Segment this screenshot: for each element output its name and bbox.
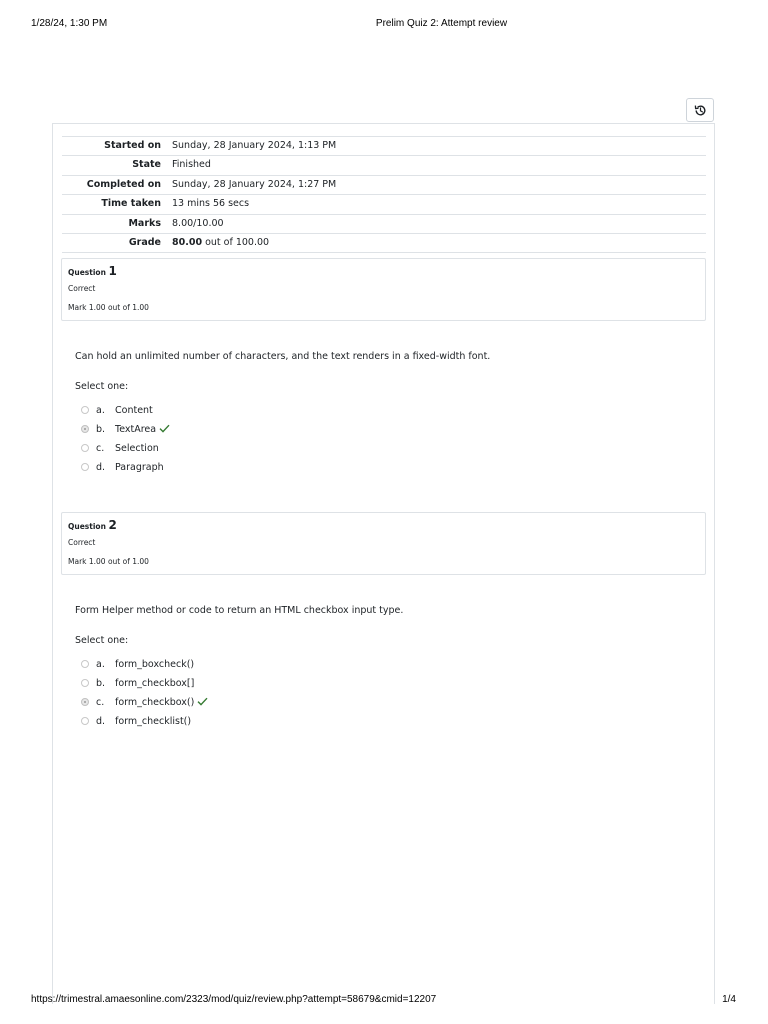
- answer-letter: c.: [96, 697, 105, 708]
- answer-option[interactable]: [81, 716, 381, 732]
- answer-text-wrapper: [115, 697, 208, 708]
- summary-row-started: [62, 136, 706, 155]
- summary-label: Time taken: [101, 198, 161, 210]
- summary-value: Sunday, 28 January 2024, 1:13 PM: [172, 140, 337, 151]
- answer-letter: a.: [96, 405, 105, 416]
- answer-text-wrapper: [115, 424, 170, 435]
- question-2-prompt: Select one:: [75, 635, 129, 646]
- summary-label: Grade: [128, 236, 161, 248]
- radio-button[interactable]: [81, 660, 89, 668]
- summary-label: Started on: [104, 140, 161, 151]
- question-1-content: [75, 351, 695, 481]
- answer-option[interactable]: [81, 659, 381, 675]
- answer-text: form_checkbox[]: [115, 678, 195, 689]
- answer-text: Paragraph: [115, 462, 164, 473]
- print-datetime: 1/28/24, 1:30 PM: [31, 18, 108, 29]
- summary-row-completed: [62, 175, 706, 194]
- print-page-number: 1/4: [722, 994, 736, 1005]
- question-2-title: [68, 518, 117, 532]
- summary-label: Marks: [128, 217, 161, 229]
- question-label: Question: [68, 268, 106, 277]
- correct-check-icon: [197, 697, 208, 706]
- radio-button-checked[interactable]: [81, 698, 89, 706]
- question-1-state: Correct: [68, 284, 96, 293]
- answer-text: form_checkbox(): [115, 697, 195, 708]
- attempt-summary-table: [62, 136, 706, 253]
- answer-letter: d.: [96, 462, 106, 473]
- history-icon: [694, 104, 707, 117]
- print-header: [0, 18, 768, 32]
- radio-button[interactable]: [81, 444, 89, 452]
- answer-text: Selection: [115, 443, 159, 454]
- answer-letter: a.: [96, 659, 105, 670]
- correct-check-icon: [159, 424, 170, 433]
- question-2-text: Form Helper method or code to return an HTML checkbox input type.: [75, 605, 404, 616]
- print-footer: [0, 994, 768, 1008]
- answer-option-selected[interactable]: [81, 424, 381, 440]
- question-1-mark: Mark 1.00 out of 1.00: [68, 303, 149, 312]
- summary-value: [172, 234, 269, 252]
- radio-button[interactable]: [81, 717, 89, 725]
- answer-option-selected[interactable]: [81, 697, 381, 713]
- history-button[interactable]: [686, 98, 714, 122]
- question-number: 1: [108, 264, 117, 278]
- answer-text: TextArea: [115, 424, 157, 435]
- answer-text: Content: [115, 405, 153, 416]
- summary-row-marks: [62, 214, 706, 233]
- radio-button-checked[interactable]: [81, 425, 89, 433]
- summary-value: Sunday, 28 January 2024, 1:27 PM: [172, 178, 337, 190]
- answer-option[interactable]: [81, 443, 381, 459]
- answer-letter: b.: [96, 678, 106, 689]
- grade-out-of: out of 100.00: [202, 236, 270, 248]
- question-1-text: Can hold an unlimited number of characters, and the text renders in a fixed-width font.: [75, 351, 491, 362]
- radio-button[interactable]: [81, 463, 89, 471]
- answer-letter: c.: [96, 443, 105, 454]
- question-number: 2: [108, 518, 117, 532]
- summary-label: Completed on: [86, 178, 161, 190]
- summary-row-grade: [62, 233, 706, 253]
- summary-label: State: [132, 159, 161, 171]
- answer-text: form_boxcheck(): [115, 659, 195, 670]
- question-2-mark: Mark 1.00 out of 1.00: [68, 557, 149, 566]
- summary-value: 8.00/10.00: [172, 217, 224, 229]
- radio-button[interactable]: [81, 679, 89, 687]
- question-1-info: [61, 258, 706, 321]
- summary-row-time-taken: [62, 194, 706, 213]
- grade-score: 80.00: [172, 236, 203, 248]
- question-2-content: [75, 605, 695, 735]
- radio-button[interactable]: [81, 406, 89, 414]
- summary-value: 13 mins 56 secs: [172, 198, 250, 210]
- question-2-state: Correct: [68, 538, 96, 547]
- answer-text: form_checklist(): [115, 716, 192, 727]
- question-2-info: [61, 512, 706, 575]
- answer-option[interactable]: [81, 462, 381, 478]
- summary-row-state: [62, 155, 706, 174]
- question-1-prompt: Select one:: [75, 381, 129, 392]
- question-1-title: [68, 264, 117, 278]
- summary-value: Finished: [172, 159, 211, 171]
- answer-option[interactable]: [81, 405, 381, 421]
- answer-letter: d.: [96, 716, 106, 727]
- answer-option[interactable]: [81, 678, 381, 694]
- answer-letter: b.: [96, 424, 106, 435]
- print-page-title: Prelim Quiz 2: Attempt review: [375, 18, 508, 29]
- print-url: https://trimestral.amaesonline.com/2323/mod/quiz/review.php?attempt=58679&cmid=12207: [31, 994, 437, 1005]
- question-label: Question: [68, 522, 106, 531]
